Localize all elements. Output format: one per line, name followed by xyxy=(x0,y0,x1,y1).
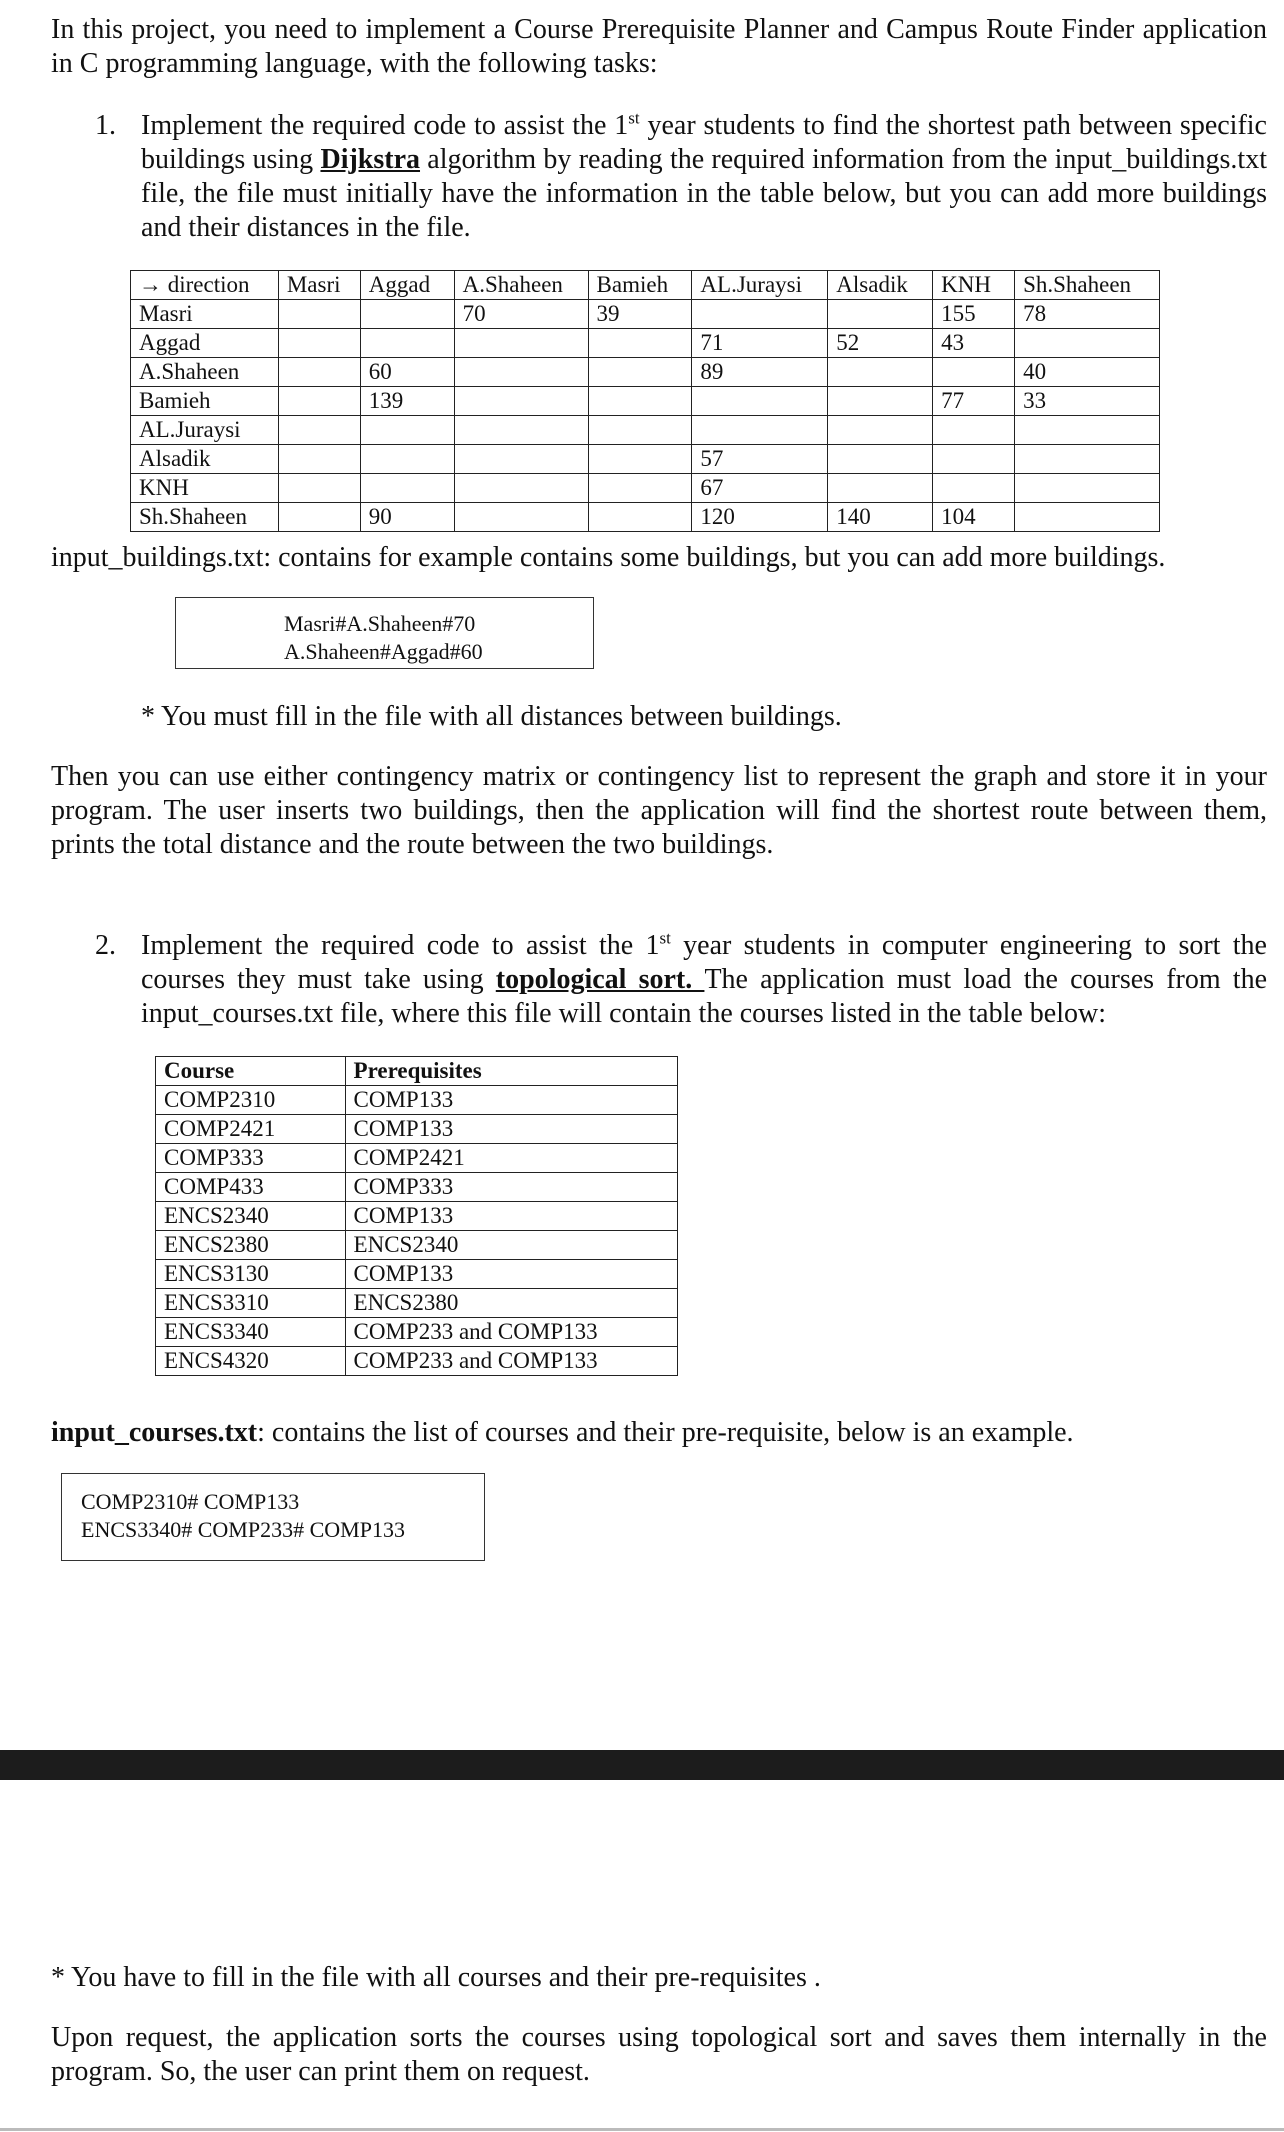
distance-cell: 90 xyxy=(360,503,454,532)
distance-cell xyxy=(692,300,828,329)
building-name-cell: Bamieh xyxy=(131,387,279,416)
page-bottom-rule xyxy=(0,2128,1284,2131)
buildings-header-row xyxy=(131,271,1160,300)
building-name-cell: Aggad xyxy=(131,329,279,358)
distance-cell xyxy=(278,503,360,532)
buildings-row xyxy=(131,474,1160,503)
distance-cell xyxy=(828,445,933,474)
distance-cell: 78 xyxy=(1015,300,1160,329)
distance-cell xyxy=(454,329,588,358)
courses-header-cell: Prerequisites xyxy=(345,1057,677,1086)
distance-cell xyxy=(828,300,933,329)
buildings-header-cell: KNH xyxy=(933,271,1015,300)
distance-cell xyxy=(360,416,454,445)
task1-number: 1. xyxy=(95,110,116,141)
course-code-cell: ENCS2340 xyxy=(156,1202,346,1231)
building-name-cell: A.Shaheen xyxy=(131,358,279,387)
prerequisite-cell: COMP133 xyxy=(345,1086,677,1115)
distance-cell xyxy=(692,416,828,445)
distance-cell xyxy=(828,474,933,503)
distance-cell xyxy=(454,358,588,387)
distance-cell: 71 xyxy=(692,329,828,358)
distance-cell: 33 xyxy=(1015,387,1160,416)
distance-cell: 77 xyxy=(933,387,1015,416)
prerequisite-cell: COMP133 xyxy=(345,1202,677,1231)
courses-row xyxy=(156,1144,678,1173)
courses-row xyxy=(156,1260,678,1289)
course-code-cell: ENCS3310 xyxy=(156,1289,346,1318)
courses-row xyxy=(156,1231,678,1260)
prerequisite-cell: COMP233 and COMP133 xyxy=(345,1347,677,1376)
courses-table xyxy=(155,1056,678,1376)
prerequisite-cell: COMP2421 xyxy=(345,1144,677,1173)
buildings-row xyxy=(131,387,1160,416)
building-name-cell: AL.Juraysi xyxy=(131,416,279,445)
courses-example-line: COMP2310# COMP133 xyxy=(81,1489,300,1514)
courses-example-box xyxy=(61,1473,485,1561)
distance-cell xyxy=(278,474,360,503)
buildings-row xyxy=(131,358,1160,387)
distance-cell xyxy=(1015,445,1160,474)
distance-cell xyxy=(588,329,692,358)
course-code-cell: ENCS3340 xyxy=(156,1318,346,1347)
distance-cell: 155 xyxy=(933,300,1015,329)
distance-cell xyxy=(454,474,588,503)
buildings-header-cell: AL.Juraysi xyxy=(692,271,828,300)
course-code-cell: COMP2310 xyxy=(156,1086,346,1115)
distance-cell xyxy=(1015,503,1160,532)
buildings-header-cell: → direction xyxy=(131,271,279,300)
distance-cell xyxy=(828,387,933,416)
distance-cell xyxy=(360,329,454,358)
buildings-row xyxy=(131,503,1160,532)
distance-cell xyxy=(278,329,360,358)
courses-row xyxy=(156,1173,678,1202)
distance-cell xyxy=(360,300,454,329)
course-code-cell: ENCS4320 xyxy=(156,1347,346,1376)
courses-row xyxy=(156,1347,678,1376)
distance-cell: 139 xyxy=(360,387,454,416)
distance-cell: 52 xyxy=(828,329,933,358)
buildings-example-line: Masri#A.Shaheen#70 xyxy=(284,611,476,636)
buildings-row xyxy=(131,300,1160,329)
distance-cell: 60 xyxy=(360,358,454,387)
task1-paragraph: Implement the required code to assist the 1st year students to find the shortest path between specific buildings using Dijkstra algorithm by reading the required information from the input_buildings.txt file, the file must initially have the information in the table below, but you can add more buildings and their distances in the file. xyxy=(141,108,1267,243)
distance-cell xyxy=(933,474,1015,503)
buildings-row xyxy=(131,445,1160,474)
distance-cell xyxy=(454,416,588,445)
building-name-cell: Masri xyxy=(131,300,279,329)
buildings-example-box xyxy=(175,597,594,669)
course-code-cell: ENCS3130 xyxy=(156,1260,346,1289)
distance-cell: 104 xyxy=(933,503,1015,532)
distance-cell xyxy=(1015,329,1160,358)
distance-cell xyxy=(1015,416,1160,445)
courses-row xyxy=(156,1289,678,1318)
distance-cell: 57 xyxy=(692,445,828,474)
distance-cell: 40 xyxy=(1015,358,1160,387)
distance-cell xyxy=(588,445,692,474)
distance-cell xyxy=(588,387,692,416)
distance-cell xyxy=(933,416,1015,445)
distance-cell xyxy=(278,358,360,387)
distance-cell xyxy=(1015,474,1160,503)
course-code-cell: COMP2421 xyxy=(156,1115,346,1144)
course-code-cell: COMP433 xyxy=(156,1173,346,1202)
buildings-row xyxy=(131,416,1160,445)
building-name-cell: Sh.Shaheen xyxy=(131,503,279,532)
distance-cell: 89 xyxy=(692,358,828,387)
distance-cell xyxy=(278,300,360,329)
distance-cell xyxy=(933,445,1015,474)
distance-cell xyxy=(454,445,588,474)
distance-cell xyxy=(454,387,588,416)
distance-cell xyxy=(588,503,692,532)
prerequisite-cell: COMP233 and COMP133 xyxy=(345,1318,677,1347)
buildings-row xyxy=(131,329,1160,358)
distance-cell xyxy=(360,445,454,474)
distance-cell xyxy=(692,387,828,416)
topological-sort-term: topological sort. xyxy=(495,964,705,995)
prerequisite-cell: ENCS2340 xyxy=(345,1231,677,1260)
courses-row xyxy=(156,1115,678,1144)
distance-cell xyxy=(828,416,933,445)
course-code-cell: COMP333 xyxy=(156,1144,346,1173)
building-name-cell: KNH xyxy=(131,474,279,503)
course-code-cell: ENCS2380 xyxy=(156,1231,346,1260)
distance-cell: 120 xyxy=(692,503,828,532)
building-name-cell: Alsadik xyxy=(131,445,279,474)
fill-note-courses: * You have to fill in the file with all courses and their pre-requisites . xyxy=(51,1962,821,1993)
distance-cell xyxy=(588,474,692,503)
distance-cell xyxy=(278,416,360,445)
buildings-header-cell: Aggad xyxy=(360,271,454,300)
distance-cell xyxy=(278,445,360,474)
buildings-header-cell: Sh.Shaheen xyxy=(1015,271,1160,300)
distance-cell xyxy=(933,358,1015,387)
distance-cell: 140 xyxy=(828,503,933,532)
distance-cell xyxy=(278,387,360,416)
distance-cell xyxy=(828,358,933,387)
buildings-header-cell: Alsadik xyxy=(828,271,933,300)
courses-row xyxy=(156,1318,678,1347)
courses-row xyxy=(156,1086,678,1115)
buildings-header-cell: Masri xyxy=(278,271,360,300)
buildings-example-line: A.Shaheen#Aggad#60 xyxy=(284,639,483,664)
task2-number: 2. xyxy=(95,930,116,961)
courses-caption: input_courses.txt: contains the list of courses and their pre-requisite, below is an example. xyxy=(51,1417,1074,1448)
buildings-header-cell: A.Shaheen xyxy=(454,271,588,300)
distance-cell: 43 xyxy=(933,329,1015,358)
courses-row xyxy=(156,1202,678,1231)
task2-paragraph: Implement the required code to assist the 1st year students in computer engineering to sort the courses they must take using topological sort. The application must load the courses from the input_courses.txt file, where this file will contain the courses listed in the table below: xyxy=(141,928,1268,1029)
distance-cell xyxy=(588,416,692,445)
courses-header-cell: Course xyxy=(156,1057,346,1086)
courses-header-row xyxy=(156,1057,678,1086)
distance-cell: 70 xyxy=(454,300,588,329)
prerequisite-cell: COMP333 xyxy=(345,1173,677,1202)
intro-paragraph: In this project, you need to implement a Course Prerequisite Planner and Campus Route Finder application in C programming language, with the following tasks: xyxy=(51,14,1267,79)
page-separator-bar xyxy=(0,1750,1284,1780)
buildings-distance-table xyxy=(130,270,1160,532)
distance-cell xyxy=(360,474,454,503)
buildings-caption: input_buildings.txt: contains for example contains some buildings, but you can add more buildings. xyxy=(51,542,1166,573)
prerequisite-cell: COMP133 xyxy=(345,1115,677,1144)
prerequisite-cell: ENCS2380 xyxy=(345,1289,677,1318)
graph-paragraph: Then you can use either contingency matrix or contingency list to represent the graph and store it in your program. The user inserts two buildings, then the application will find the shortest route between them, prints the total distance and the route between the two buildings. xyxy=(51,761,1267,860)
distance-cell: 39 xyxy=(588,300,692,329)
final-paragraph: Upon request, the application sorts the courses using topological sort and saves them internally in the program. So, the user can print them on request. xyxy=(51,2022,1267,2087)
buildings-header-cell: Bamieh xyxy=(588,271,692,300)
distance-cell xyxy=(454,503,588,532)
distance-cell xyxy=(588,358,692,387)
courses-example-line: ENCS3340# COMP233# COMP133 xyxy=(81,1517,405,1542)
prerequisite-cell: COMP133 xyxy=(345,1260,677,1289)
fill-note-buildings: * You must fill in the file with all distances between buildings. xyxy=(141,701,842,732)
dijkstra-term: Dijkstra xyxy=(320,144,421,175)
distance-cell: 67 xyxy=(692,474,828,503)
